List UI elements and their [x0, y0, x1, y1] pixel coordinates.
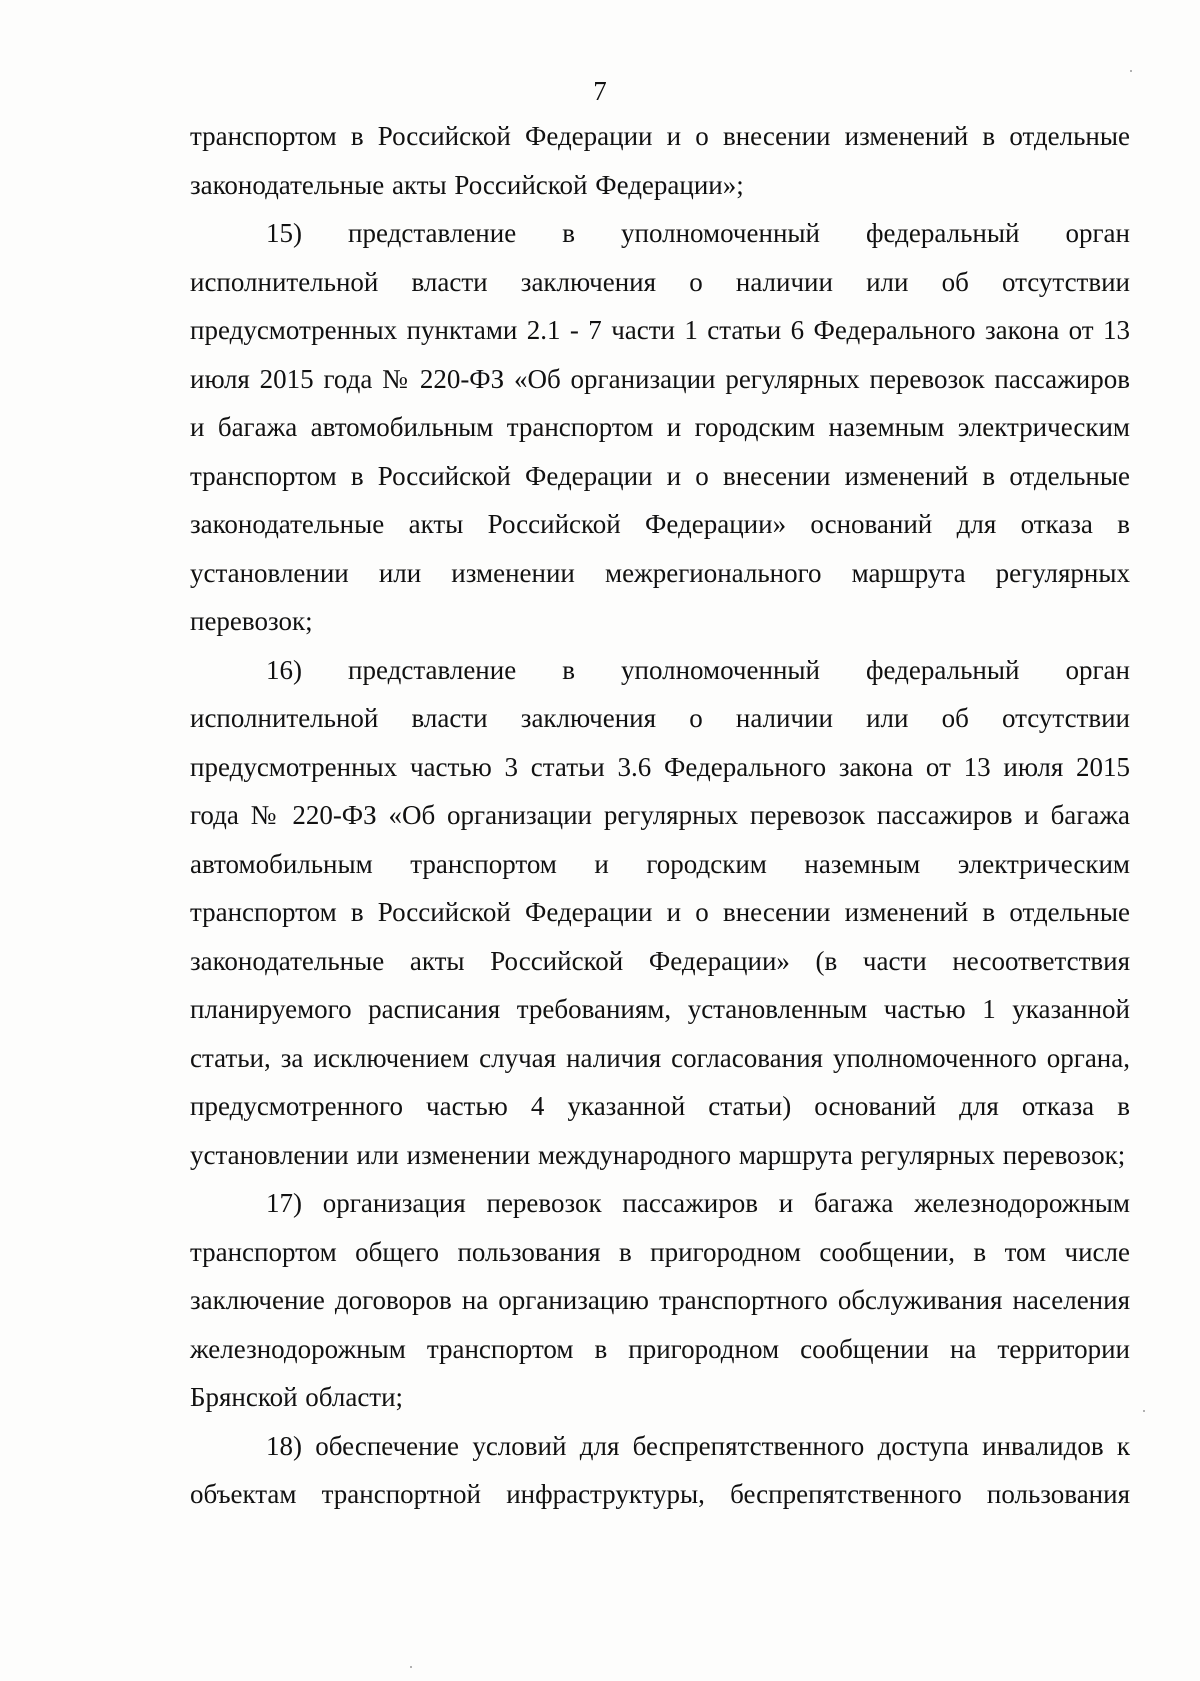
page-number: 7 — [593, 76, 607, 106]
paragraph-item-16: 16) представление в уполномоченный федеральный орган исполнительной власти заключения о наличии или об отсутствии предусмотренных частью 3 статьи 3.6 Федерального закона от 13 июля 2015 года № 220-ФЗ «Об организации регулярных перевозок пассажиров и багажа автомобильным транспортом и городским наземным электрическим транспортом в Российской Федерации и о внесении изменений в отдельные законодательные акты Российской Федерации» (в части несоответствия планируемого расписания требованиям, установленным частью 1 указанной статьи, за исключением случая наличия согласования уполномоченного органа, предусмотренного частью 4 указанной статьи) оснований для отказа в установлении или изменении международного маршрута регулярных перевозок; — [190, 654, 1130, 1170]
document-body — [190, 112, 1130, 1519]
paragraph-continuation: транспортом в Российской Федерации и о внесении изменений в отдельные законодательные акты Российской Федерации»; — [190, 121, 1130, 200]
paragraph-item-17: 17) организация перевозок пассажиров и багажа железнодорожным транспортом общего пользования в пригородном сообщении, в том числе заключение договоров на организацию транспортного обслуживания населения железнодорожным транспортом в пригородном сообщении на территории Брянской области; — [190, 1188, 1130, 1412]
scan-speck — [410, 1666, 412, 1668]
paragraph-item-15: 15) представление в уполномоченный федеральный орган исполнительной власти заключения о наличии или об отсутствии предусмотренных пунктами 2.1 - 7 части 1 статьи 6 Федерального закона от 13 июля 2015 года № 220-ФЗ «Об организации регулярных перевозок пассажиров и багажа автомобильным транспортом и городским наземным электрическим транспортом в Российской Федерации и о внесении изменений в отдельные законодательные акты Российской Федерации» оснований для отказа в установлении или изменении межрегионального маршрута регулярных перевозок; — [190, 218, 1130, 636]
scan-speck — [1130, 70, 1132, 72]
scan-speck — [1143, 1410, 1145, 1412]
paragraph-item-18: 18) обеспечение условий для беспрепятственного доступа инвалидов к объектам транспортной инфраструктуры, беспрепятственного пользования — [190, 1430, 1130, 1509]
